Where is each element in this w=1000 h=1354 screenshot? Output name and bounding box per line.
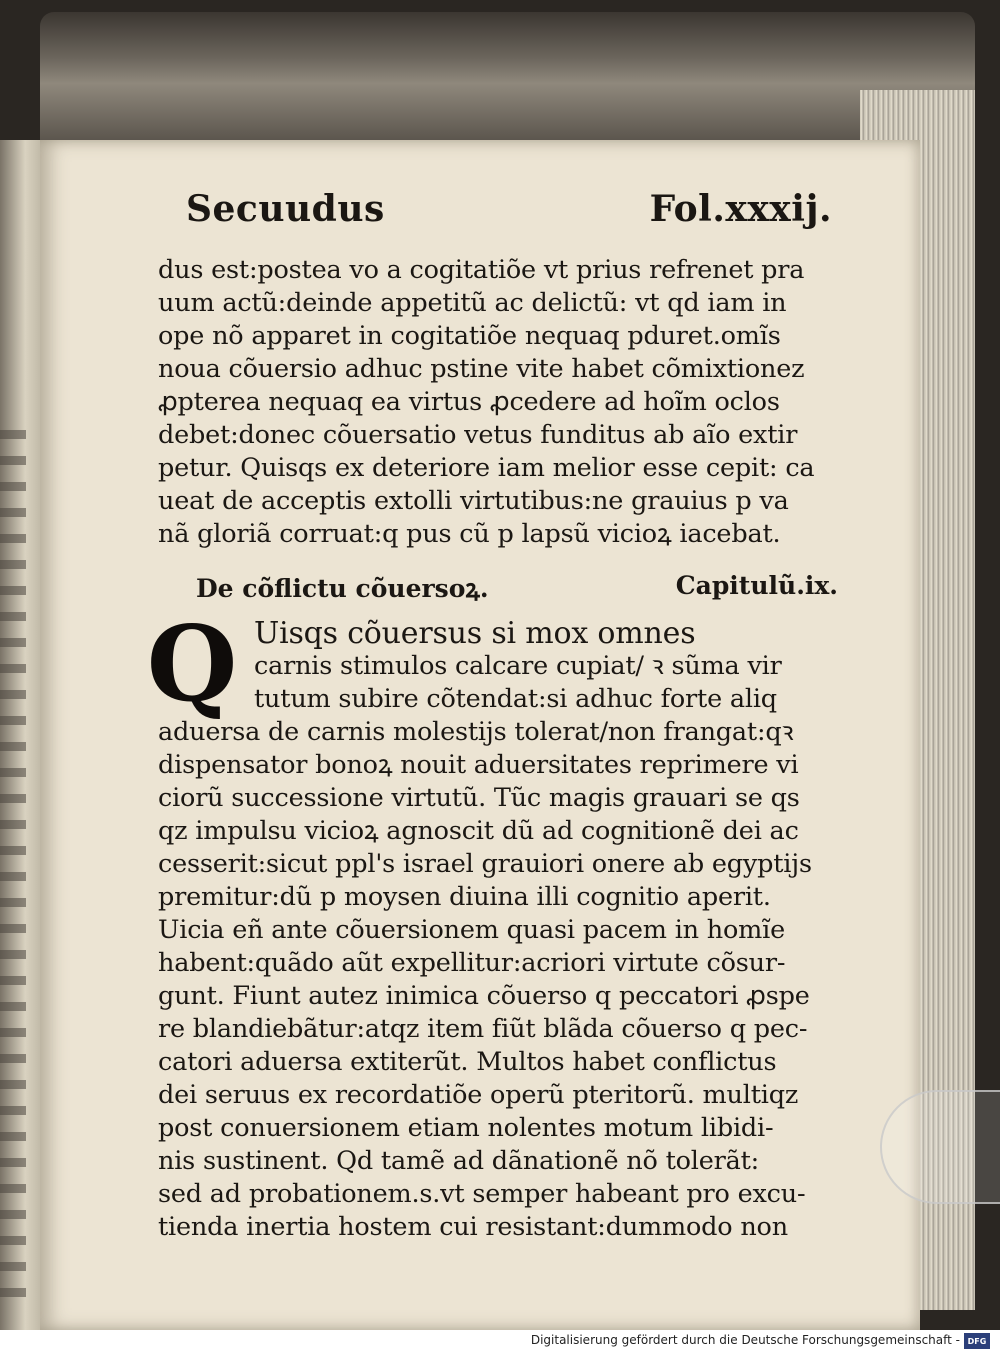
book-page <box>40 140 920 1330</box>
text-line: ueat de acceptis extolli virtutibus:ne grauius p va <box>158 486 789 516</box>
text-line: dispensator bonoꝝ nouit aduersitates reprimere vi <box>158 750 799 780</box>
paragraph-top <box>158 254 838 551</box>
text-line: gunt. Fiunt autez inimica cõuerso q peccatori ꝓspe <box>158 981 810 1011</box>
text-line: debet:donec cõuersatio vetus funditus ab aĩo extir <box>158 420 798 450</box>
text-line: tienda inertia hostem cui resistant:dummodo non <box>158 1212 788 1242</box>
chapter-label: Capitulũ.ix. <box>675 571 838 600</box>
chapter-heading <box>158 567 838 607</box>
facing-page-text <box>0 430 26 1310</box>
page-text-block <box>146 188 838 1244</box>
text-line: re blandiebãtur:atqz item fiũt blãda cõuerso q pec- <box>158 1014 808 1044</box>
drop-cap-initial: Q <box>146 602 238 725</box>
text-line: nã gloriã corruat:q pus cũ p lapsũ vicioꝝ iacebat. <box>158 519 781 549</box>
chapter-title: De cõflictu cõuersoꝝ. <box>196 574 489 603</box>
dfg-logo: DFG <box>964 1333 990 1349</box>
text-line: ope nõ apparet in cogitatiõe nequaq pduret.omĩs <box>158 321 781 351</box>
text-line: ciorũ successione virtutũ. Tũc magis grauari se qs <box>158 783 800 813</box>
text-line: carnis stimulos calcare cupiat/ ꝛ sũma vir <box>254 651 782 681</box>
text-line: Uicia eñ ante cõuersionem quasi pacem in homĩe <box>158 915 785 945</box>
text-line: nis sustinent. Qd tamẽ ad dãnationẽ nõ tolerãt: <box>158 1146 760 1176</box>
text-line: ꝓpterea nequaq ea virtus ꝓcedere ad hoĩm oclos <box>158 387 780 417</box>
footer-bar <box>0 1330 1000 1354</box>
text-line: habent:quãdo aũt expellitur:acriori virtute cõsur- <box>158 948 786 978</box>
text-line: catori aduersa extiterũt. Multos habet conflictus <box>158 1047 777 1077</box>
text-line: noua cõuersio adhuc pstine vite habet cõmixtionez <box>158 354 805 384</box>
paragraph-body <box>146 602 838 1244</box>
running-head: Secuudus <box>186 188 385 230</box>
funding-credit: Digitalisierung gefördert durch die Deutsche Forschungsgemeinschaft - <box>530 1333 960 1347</box>
text-line: dus est:postea vo a cogitatiõe vt prius refrenet pra <box>158 255 805 285</box>
text-line: tutum subire cõtendat:si adhuc forte aliq <box>254 684 777 714</box>
facing-page-edge <box>0 140 42 1330</box>
text-line: qz impulsu vicioꝝ agnoscit dũ ad cognitionẽ dei ac <box>158 816 799 846</box>
text-line: cesserit:sicut ppl's israel grauiori onere ab egyptijs <box>158 849 812 879</box>
text-line: aduersa de carnis molestijs tolerat/non frangat:qꝛ <box>158 717 794 747</box>
book-top-edge <box>40 12 975 142</box>
page-clip <box>880 1090 1000 1204</box>
text-line: petur. Quisqs ex deteriore iam melior esse cepit: ca <box>158 453 815 483</box>
text-line: uum actũ:deinde appetitũ ac delictũ: vt qd iam in <box>158 288 787 318</box>
text-line: sed ad probationem.s.vt semper habeant pro excu- <box>158 1179 806 1209</box>
text-line: Uisqs cõuersus si mox omnes <box>254 616 696 651</box>
text-line: dei seruus ex recordatiõe operũ pteritorũ. multiqz <box>158 1080 799 1110</box>
text-line: premitur:dũ p moysen diuina illi cognitio aperit. <box>158 882 771 912</box>
page-header <box>158 188 838 254</box>
text-line: post conuersionem etiam nolentes motum libidi- <box>158 1113 774 1143</box>
folio-number: Fol.xxxij. <box>649 188 832 230</box>
